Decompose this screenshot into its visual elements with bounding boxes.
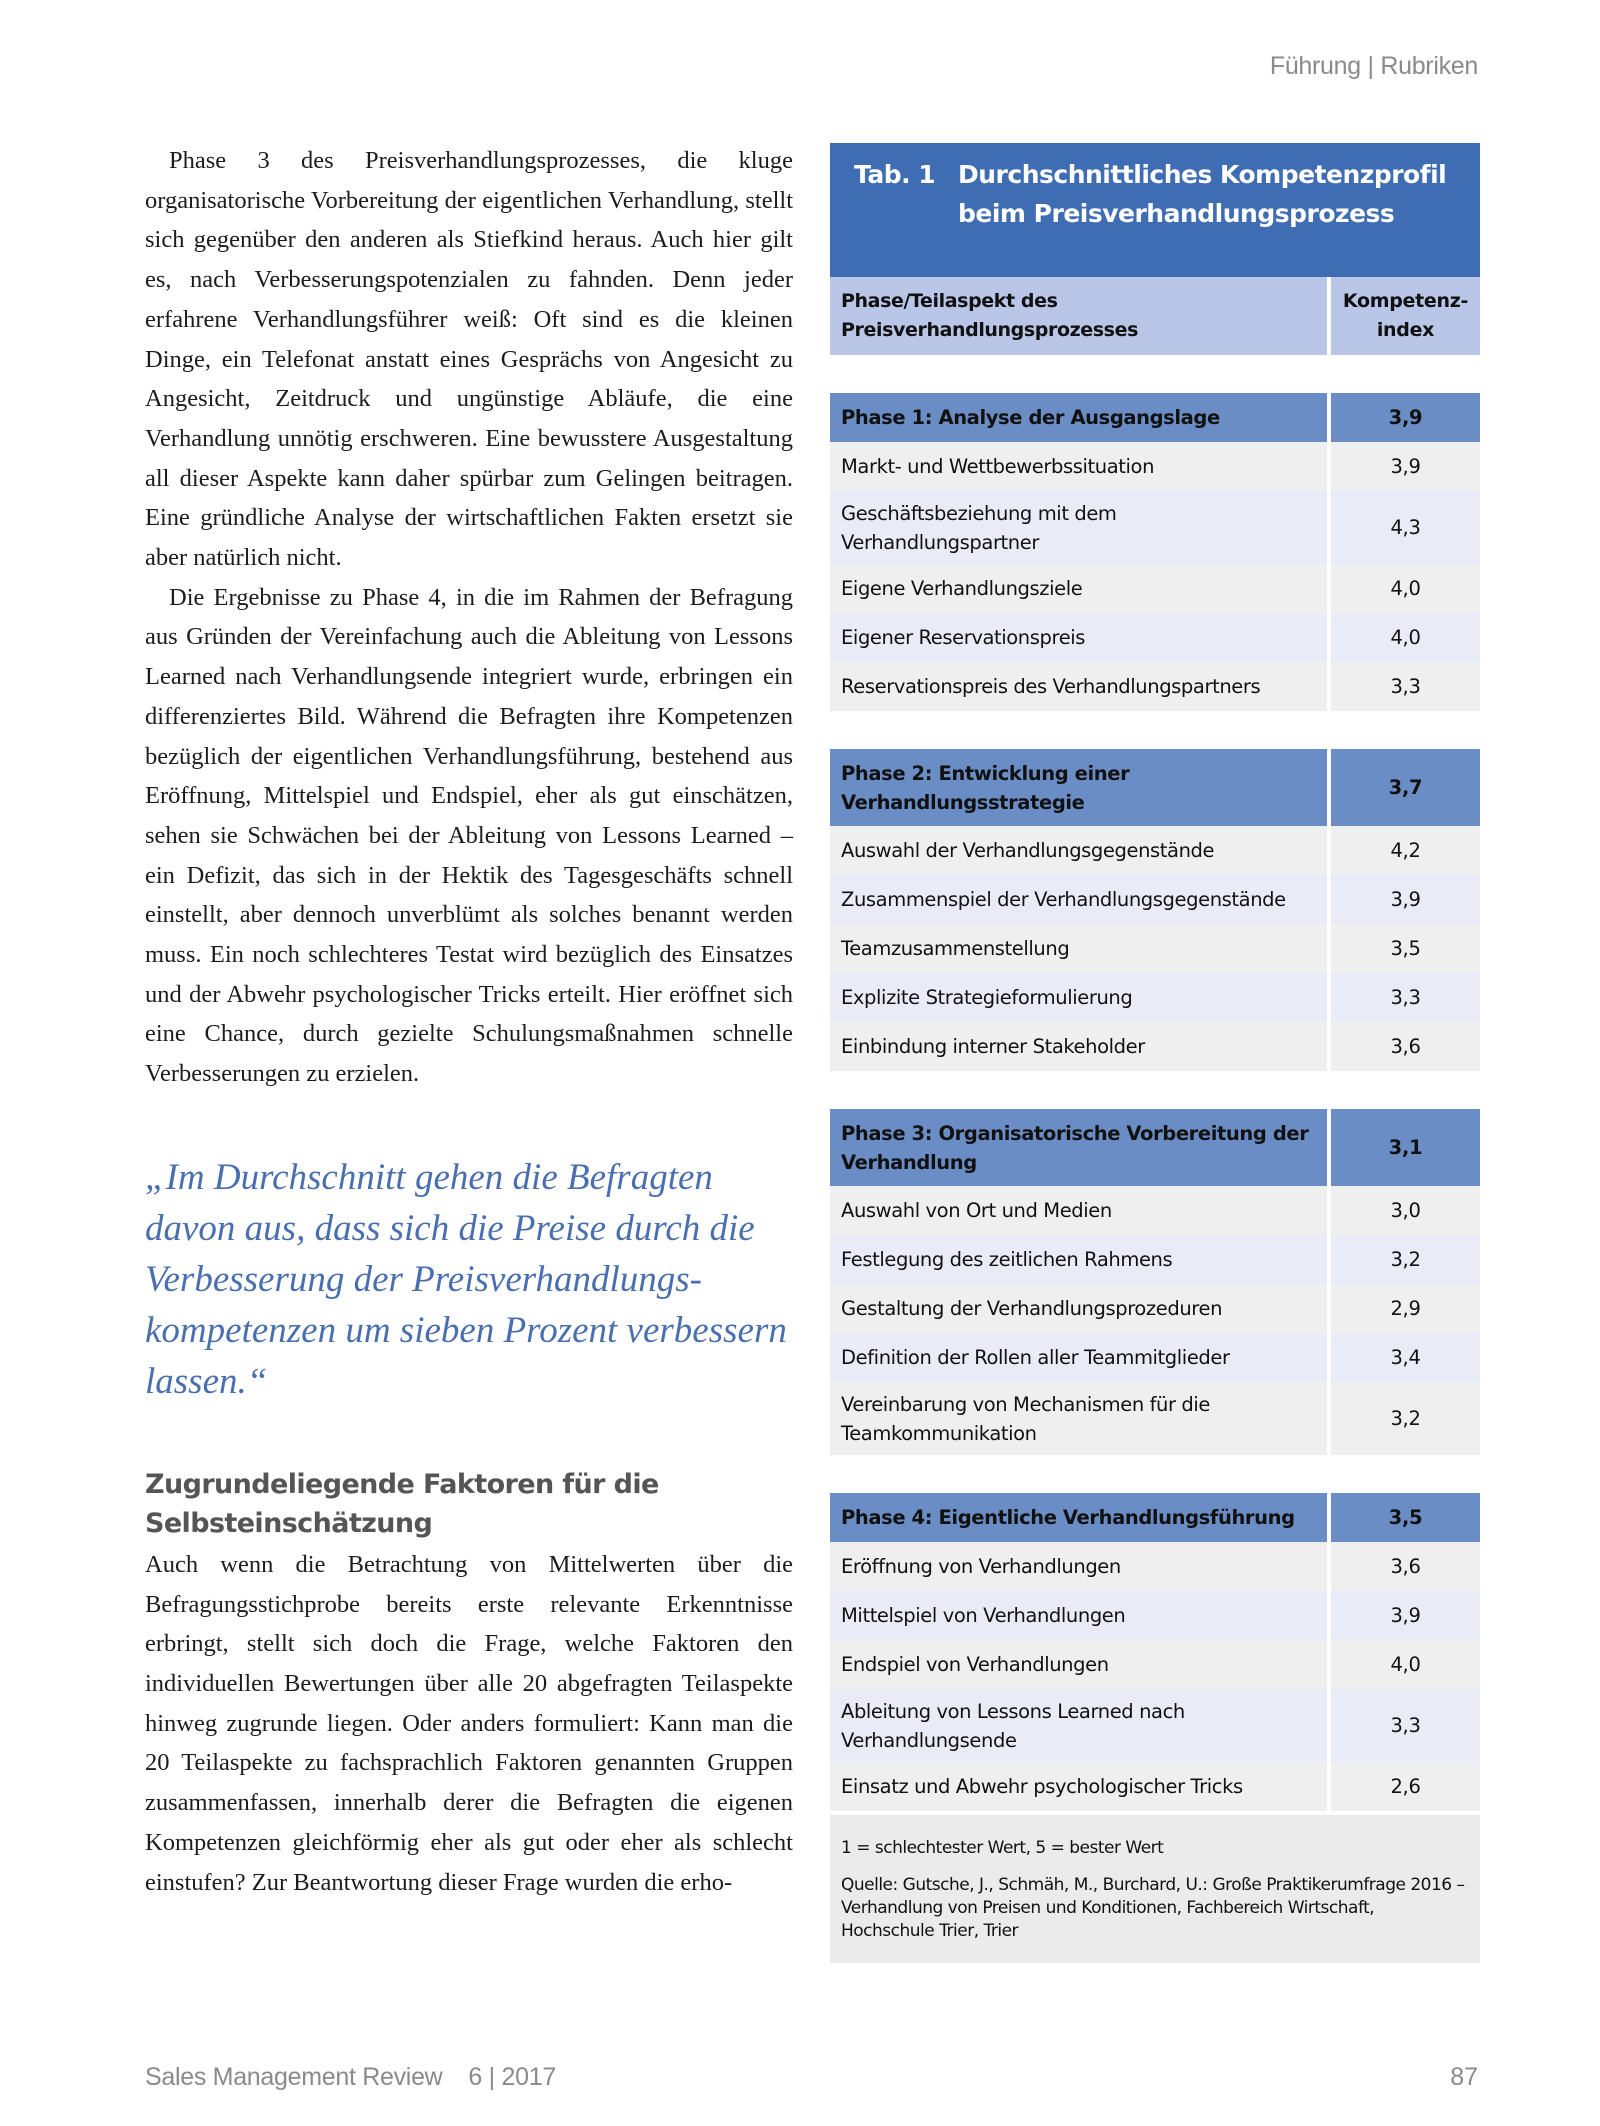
table-row bbox=[830, 1235, 1480, 1284]
table-row bbox=[830, 826, 1480, 875]
row-value: 3,0 bbox=[1331, 1186, 1480, 1235]
column-header-aspect: Phase/Teilaspekt des Preisverhandlungsprozesses bbox=[830, 277, 1327, 355]
row-label: Eigener Reservationspreis bbox=[830, 613, 1327, 662]
phase-group-1 bbox=[830, 393, 1480, 711]
row-value: 2,6 bbox=[1331, 1762, 1480, 1811]
row-value: 3,6 bbox=[1331, 1022, 1480, 1071]
row-value: 3,2 bbox=[1331, 1382, 1480, 1455]
phase-row bbox=[830, 393, 1480, 442]
row-value: 3,9 bbox=[1331, 1591, 1480, 1640]
table-row bbox=[830, 1022, 1480, 1071]
footer-journal bbox=[145, 2063, 556, 2092]
row-value: 3,4 bbox=[1331, 1333, 1480, 1382]
body-paragraph: Die Ergebnisse zu Phase 4, in die im Rahmen der Befragung aus Gründen der Vereinfachung auch die Ableitung von Lessons Learned nach Verhandlungsende integriert wurde, erbringen ein differenziertes Bild. Während die Befragten ihre Kompetenzen bezüglich der eigentlichen Verhandlungsführung, bestehend aus Eröffnung, Mittelspiel und Endspiel, eher als gut einschätzen, sehen sie Schwächen bei der Ableitung von Lessons Learned – ein Defizit, das sich in der Hektik des Tagesgeschäfts schnell einstellt, aber dennoch unverblümt als solches benannt werden muss. Ein noch schlechteres Testat wird bezüglich des Einsatzes und der Abwehr psychologischer Tricks erteilt. Hier eröffnet sich eine Chance, durch gezielte Schulungsmaßnahmen schnelle Verbesserungen zu erzielen. bbox=[145, 583, 793, 1088]
table-column-headers bbox=[830, 277, 1480, 355]
row-value: 3,3 bbox=[1331, 973, 1480, 1022]
table-row bbox=[830, 1591, 1480, 1640]
table-number: Tab. 1 bbox=[854, 160, 936, 189]
row-value: 4,0 bbox=[1331, 613, 1480, 662]
row-value: 4,3 bbox=[1331, 491, 1480, 564]
row-label: Reservationspreis des Verhandlungspartners bbox=[830, 662, 1327, 711]
table-title: Durchschnittliches Kompetenzprofil beim Preisverhandlungsprozess bbox=[958, 160, 1447, 228]
row-label: Auswahl von Ort und Medien bbox=[830, 1186, 1327, 1235]
table-row bbox=[830, 924, 1480, 973]
table-notes bbox=[830, 1815, 1480, 1963]
section-heading: Zugrundeliegende Faktoren für die Selbsteinschätzung bbox=[145, 1468, 659, 1539]
row-label: Endspiel von Verhandlungen bbox=[830, 1640, 1327, 1689]
page-number: 87 bbox=[1450, 2063, 1478, 2091]
row-label: Eröffnung von Verhandlungen bbox=[830, 1542, 1327, 1591]
table-row bbox=[830, 1640, 1480, 1689]
table-row bbox=[830, 875, 1480, 924]
row-label: Gestaltung der Verhandlungsprozeduren bbox=[830, 1284, 1327, 1333]
row-label: Ableitung von Lessons Learned nach Verhandlungsende bbox=[830, 1689, 1327, 1762]
table-row bbox=[830, 1762, 1480, 1811]
phase-value: 3,9 bbox=[1331, 393, 1480, 442]
row-value: 2,9 bbox=[1331, 1284, 1480, 1333]
table-row bbox=[830, 613, 1480, 662]
phase-label: Phase 1: Analyse der Ausgangslage bbox=[830, 393, 1327, 442]
phase-row bbox=[830, 1109, 1480, 1186]
row-label: Markt- und Wettbewerbssituation bbox=[830, 442, 1327, 491]
phase-group-4 bbox=[830, 1493, 1480, 1811]
table-row bbox=[830, 1542, 1480, 1591]
phase-value: 3,7 bbox=[1331, 749, 1480, 826]
phase-label: Phase 2: Entwicklung einer Verhandlungsstrategie bbox=[830, 749, 1327, 826]
row-label: Festlegung des zeitlichen Rahmens bbox=[830, 1235, 1327, 1284]
table-row bbox=[830, 1333, 1480, 1382]
article-column bbox=[145, 141, 793, 1902]
row-label: Einsatz und Abwehr psychologischer Tricks bbox=[830, 1762, 1327, 1811]
phase-group-2 bbox=[830, 749, 1480, 1071]
row-label: Auswahl der Verhandlungsgegenstände bbox=[830, 826, 1327, 875]
competence-profile-table bbox=[830, 143, 1480, 1963]
table-row bbox=[830, 973, 1480, 1022]
column-header-index: Kompetenz-index bbox=[1331, 277, 1480, 355]
table-row bbox=[830, 1284, 1480, 1333]
row-label: Geschäftsbeziehung mit dem Verhandlungspartner bbox=[830, 491, 1327, 564]
table-row bbox=[830, 662, 1480, 711]
scale-note: 1 = schlechtester Wert, 5 = bester Wert bbox=[841, 1838, 1164, 1858]
body-paragraph: Phase 3 des Preisverhandlungsprozesses, die kluge organisatorische Vorbereitung der eigentlichen Verhandlung, stellt sich gegenüber den anderen als Stiefkind heraus. Auch hier gilt es, nach Verbesserungspotenzialen zu fahnden. Denn jeder erfahrene Verhandlungsführer weiß: Oft sind es die kleinen Dinge, ein Telefonat anstatt eines Gesprächs von Angesicht zu Angesicht, Zeitdruck und ungünstige Abläufe, die eine Verhandlung unnötig erschweren. Eine bewusstere Ausgestaltung all dieser Aspekte kann daher spürbar zum Gelingen beitragen. Eine gründliche Analyse der wirtschaftlichen Fakten ersetzt sie aber natürlich nicht. bbox=[145, 147, 793, 572]
row-label: Einbindung interner Stakeholder bbox=[830, 1022, 1327, 1071]
row-value: 3,3 bbox=[1331, 1689, 1480, 1762]
phase-row bbox=[830, 749, 1480, 826]
phase-row bbox=[830, 1493, 1480, 1542]
row-label: Teamzusammenstellung bbox=[830, 924, 1327, 973]
row-value: 3,9 bbox=[1331, 875, 1480, 924]
pull-quote: „Im Durchschnitt gehen die Befragten davon aus, dass sich die Preise durch die Verbesserung der Preisverhandlungskompetenzen um sieben Prozent verbessern lassen.“ bbox=[145, 1156, 787, 1402]
table-row bbox=[830, 491, 1480, 564]
row-value: 3,9 bbox=[1331, 442, 1480, 491]
row-value: 4,0 bbox=[1331, 1640, 1480, 1689]
phase-value: 3,1 bbox=[1331, 1109, 1480, 1186]
table-row bbox=[830, 564, 1480, 613]
table-row bbox=[830, 1186, 1480, 1235]
running-head: Führung | Rubriken bbox=[1269, 52, 1478, 80]
row-label: Mittelspiel von Verhandlungen bbox=[830, 1591, 1327, 1640]
row-value: 4,2 bbox=[1331, 826, 1480, 875]
phase-label: Phase 4: Eigentliche Verhandlungsführung bbox=[830, 1493, 1327, 1542]
table-title-bar bbox=[830, 143, 1480, 277]
row-label: Explizite Strategieformulierung bbox=[830, 973, 1327, 1022]
body-paragraph: Auch wenn die Betrachtung von Mittelwerten über die Befragungsstichprobe bereits erste relevante Erkenntnisse erbringt, stellt sich doch die Frage, welche Faktoren den individuellen Bewertungen über alle 20 abgefragten Teilaspekte hinweg zugrunde liegen. Oder anders formuliert: Kann man die 20 Teilaspekte zu fachsprachlich Faktoren genannten Gruppen zusammenfassen, innerhalb derer die Befragten die eigenen Kompetenzen gleichförmig eher als gut oder eher als schlecht einstufen? Zur Beantwortung dieser Frage wurden die erho- bbox=[145, 1550, 793, 1896]
row-label: Eigene Verhandlungsziele bbox=[830, 564, 1327, 613]
table-row bbox=[830, 442, 1480, 491]
issue-number: 6 | 2017 bbox=[468, 2063, 556, 2091]
phase-group-3 bbox=[830, 1109, 1480, 1455]
row-value: 3,2 bbox=[1331, 1235, 1480, 1284]
row-label: Definition der Rollen aller Teammitglieder bbox=[830, 1333, 1327, 1382]
row-value: 3,3 bbox=[1331, 662, 1480, 711]
row-value: 3,5 bbox=[1331, 924, 1480, 973]
row-value: 4,0 bbox=[1331, 564, 1480, 613]
phase-label: Phase 3: Organisatorische Vorbereitung der Verhandlung bbox=[830, 1109, 1327, 1186]
source-note: Quelle: Gutsche, J., Schmäh, M., Burchard, U.: Große Praktikerumfrage 2016 – Verhandlung von Preisen und Konditionen, Fachbereich Wirtschaft, Hochschule Trier, Trier bbox=[841, 1875, 1465, 1941]
table-row bbox=[830, 1382, 1480, 1455]
phase-value: 3,5 bbox=[1331, 1493, 1480, 1542]
journal-name: Sales Management Review bbox=[145, 2063, 443, 2091]
row-label: Zusammenspiel der Verhandlungsgegenstände bbox=[830, 875, 1327, 924]
row-label: Vereinbarung von Mechanismen für die Teamkommunikation bbox=[830, 1382, 1327, 1455]
row-value: 3,6 bbox=[1331, 1542, 1480, 1591]
table-row bbox=[830, 1689, 1480, 1762]
